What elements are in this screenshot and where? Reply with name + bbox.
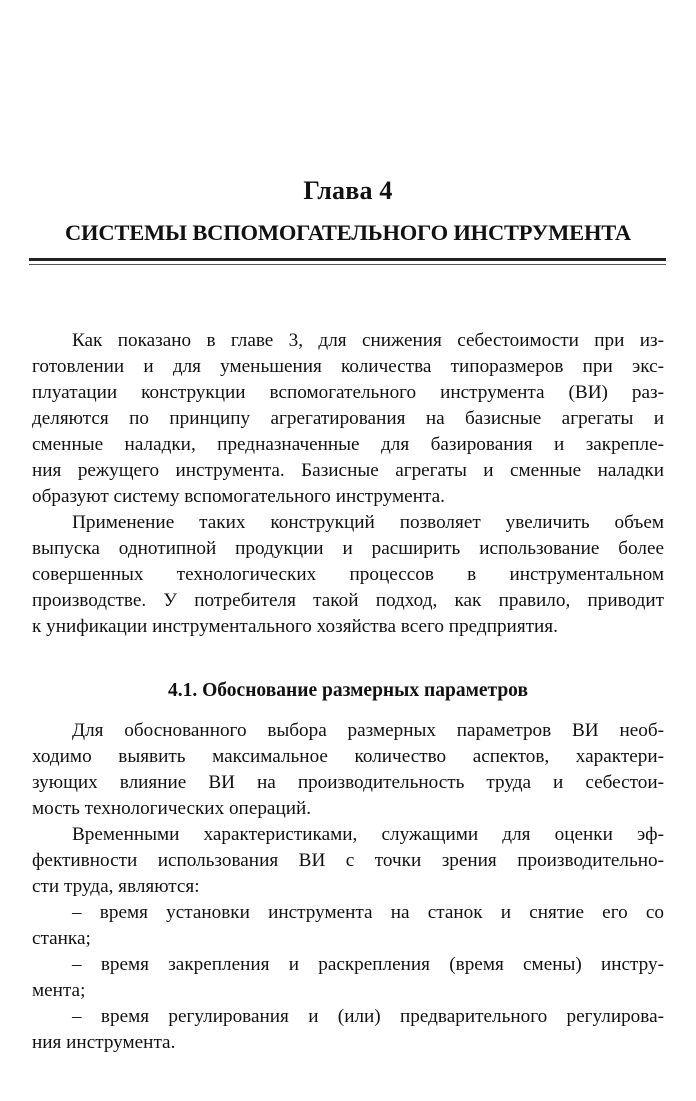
text-line: Временными характеристиками, служащими для оценки эф- <box>72 824 664 845</box>
list-item-3 <box>32 1004 664 1056</box>
text-line: готовлении и для уменьшения количества типоразмеров при экс- <box>32 356 664 377</box>
chapter-number: Глава 4 <box>303 176 393 205</box>
text-line: сменные наладки, предназначенные для базирования и закрепле- <box>32 434 664 455</box>
title-rule-thin <box>29 264 666 265</box>
chapter-title: СИСТЕМЫ ВСПОМОГАТЕЛЬНОГО ИНСТРУМЕНТА <box>65 220 631 245</box>
intro-paragraph-1 <box>32 328 664 510</box>
title-rule-thick <box>29 258 666 261</box>
text-line: зующих влияние ВИ на производительность труда и себестои- <box>32 772 664 793</box>
section-title: 4.1. Обоснование размерных параметров <box>168 680 528 701</box>
text-line: мость технологических операций. <box>32 798 312 819</box>
text-line: сти труда, являются: <box>32 876 200 897</box>
text-line: совершенных технологических процессов в инструментальном <box>32 564 664 585</box>
list-item-1 <box>32 900 664 952</box>
text-line: станка; <box>32 928 91 949</box>
text-line: – время регулирования и (или) предварительного регулирова- <box>72 1006 664 1027</box>
text-line: к унификации инструментального хозяйства всего предприятия. <box>32 616 558 637</box>
text-line: плуатации конструкции вспомогательного инструмента (ВИ) раз- <box>32 382 664 403</box>
text-line: производстве. У потребителя такой подход, как правило, приводит <box>32 590 664 611</box>
text-line: деляются по принципу агрегатирования на базисные агрегаты и <box>32 408 664 429</box>
section-paragraph-1 <box>32 718 664 822</box>
intro-paragraph-2 <box>32 510 664 640</box>
text-line: ходимо выявить максимальное количество аспектов, характери- <box>32 746 664 767</box>
section-paragraph-2 <box>32 822 664 900</box>
text-line: Применение таких конструкций позволяет увеличить объем <box>72 512 664 533</box>
text-line: ния инструмента. <box>32 1032 176 1053</box>
text-line: мента; <box>32 980 86 1001</box>
text-line: – время закрепления и раскрепления (время смены) инстру- <box>72 954 664 975</box>
text-line: выпуска однотипной продукции и расширить использование более <box>32 538 664 559</box>
text-line: фективности использования ВИ с точки зрения производительно- <box>32 850 664 871</box>
list-item-2 <box>32 952 664 1004</box>
text-line: образуют систему вспомогательного инструмента. <box>32 486 445 507</box>
text-line: – время установки инструмента на станок и снятие его со <box>72 902 664 923</box>
text-line: Как показано в главе 3, для снижения себестоимости при из- <box>72 330 664 351</box>
text-line: ния режущего инструмента. Базисные агрегаты и сменные наладки <box>32 460 664 481</box>
text-line: Для обоснованного выбора размерных параметров ВИ необ- <box>72 720 664 741</box>
